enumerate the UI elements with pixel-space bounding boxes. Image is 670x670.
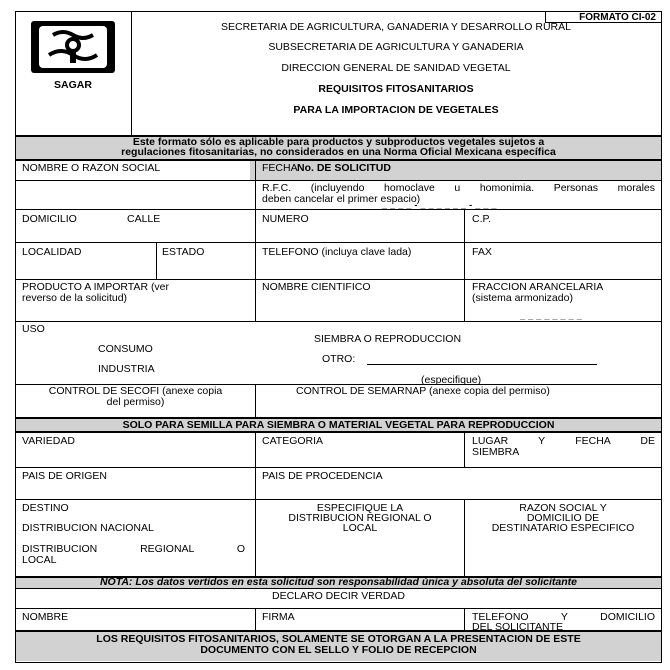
signature-label: FIRMA [262, 611, 295, 623]
logo-text: SAGAR [54, 79, 92, 91]
phone-label: TELEFONO (incluya clave lada) [262, 246, 412, 258]
national-distribution: DISTRIBUCION NACIONAL [22, 522, 154, 534]
specify-distribution-line3: LOCAL [342, 522, 378, 534]
use-sowing: SIEMBRA O REPRODUCCION [314, 333, 462, 345]
scientific-name-label: NOMBRE CIENTIFICO [262, 281, 371, 293]
tariff-label-line2: (sistema armonizado) [472, 292, 573, 304]
declare-truth: DECLARO DECIR VERDAD [271, 590, 406, 602]
signer-name-label: NOMBRE [22, 611, 69, 623]
origin-label: PAIS DE ORIGEN [22, 470, 107, 482]
state-label: ESTADO [162, 246, 205, 258]
title-line2: PARA LA IMPORTACION DE VEGETALES [293, 104, 499, 116]
specify-distribution-line1: ESPECIFIQUE LA [316, 502, 404, 514]
tariff-blanks: _ _ _ _ _ _ _ _ [520, 311, 583, 321]
secofi-line1: CONTROL DE SECOFI (anexe copia [48, 385, 223, 397]
category-label: CATEGORIA [262, 435, 324, 447]
phone-address-line2: DEL SOLICITANTE [472, 621, 564, 633]
address-label: DOMICILIO [22, 213, 77, 225]
product-label-line1: PRODUCTO A IMPORTAR (ver [22, 281, 170, 293]
org-line1: SECRETARIA DE AGRICULTURA, GANADERIA Y DESARROLLO RURAL [221, 21, 571, 33]
fax-label: FAX [472, 246, 492, 258]
name-label: NOMBRE O RAZON SOCIAL [22, 162, 161, 174]
zip-label: C.P. [472, 213, 492, 225]
use-other-label: OTRO: [322, 353, 356, 365]
regional-distribution-line1: DISTRIBUCION REGIONAL O [22, 543, 245, 555]
responsibility-note: NOTA: Los datos vertidos en esta solicitud son responsabilidad única y absoluta del solicitante [99, 576, 578, 588]
date-label: FECHA [262, 162, 298, 174]
sagar-logo [31, 21, 115, 73]
request-number-label: No. DE SOLICITUD [297, 162, 391, 174]
regional-distribution-line2: LOCAL [22, 554, 57, 566]
use-specify: (especifique) [421, 374, 482, 386]
recipient-line2: DOMICILIO DE [526, 512, 600, 524]
final-notice-line1: LOS REQUISITOS FITOSANITARIOS, SOLAMENTE SE OTORGAN A LA PRESENTACION DE ESTE [96, 633, 581, 645]
sagar-emblem-icon [31, 21, 115, 73]
locality-label: LOCALIDAD [22, 246, 82, 258]
recipient-line3: DESTINATARIO ESPECIFICO [491, 522, 635, 534]
place-date-line1: LUGAR Y FECHA DE [472, 435, 655, 447]
rfc-label-line1: R.F.C. (incluyendo homoclave u homonimia. Personas morales [262, 182, 655, 194]
format-code: FORMATO CI-02 [579, 12, 656, 23]
specify-distribution-line2: DISTRIBUCION REGIONAL O [288, 512, 432, 524]
place-date-line2: SIEMBRA [472, 446, 520, 458]
provenance-label: PAIS DE PROCEDENCIA [262, 470, 383, 482]
phone-address-line1: TELEFONO Y DOMICILIO [472, 611, 655, 623]
recipient-line1: RAZON SOCIAL Y [519, 502, 607, 514]
title-line1: REQUISITOS FITOSANITARIOS [318, 83, 474, 95]
tariff-label-line1: FRACCION ARANCELARIA [472, 281, 604, 293]
use-industry: INDUSTRIA [98, 363, 155, 375]
secofi-line2: del permiso) [106, 396, 165, 408]
variety-label: VARIEDAD [22, 435, 75, 447]
product-label-line2: reverso de la solicitud) [22, 292, 128, 304]
number-label: NUMERO [262, 213, 309, 225]
final-notice-line2: DOCUMENTO CON EL SELLO Y FOLIO DE RECEPCION [200, 644, 477, 656]
notice-line1: Este formato sólo es aplicable para productos y subproductos vegetales sujetos a [132, 136, 545, 148]
seed-banner: SOLO PARA SEMILLA PARA SIEMBRA O MATERIAL VEGETAL PARA REPRODUCCION [122, 419, 555, 431]
org-line3: DIRECCION GENERAL DE SANIDAD VEGETAL [281, 62, 511, 74]
use-consumption: CONSUMO [98, 343, 153, 355]
semarnap-label: CONTROL DE SEMARNAP (anexe copia del permiso) [296, 385, 550, 397]
rfc-blanks: _ _ _ _ - _ _ _ _ _ _ - _ _ _ [382, 200, 497, 210]
use-label: USO [22, 323, 45, 335]
use-other-line [367, 364, 597, 365]
street-label: CALLE [127, 213, 161, 225]
destination-label: DESTINO [22, 502, 69, 514]
org-line2: SUBSECRETARIA DE AGRICULTURA Y GANADERIA [268, 41, 524, 53]
notice-line2: regulaciones fitosanitarias, no considerados en una Norma Oficial Mexicana específica [121, 146, 556, 158]
rfc-label-line2: deben cancelar el primer espacio) [262, 193, 421, 205]
